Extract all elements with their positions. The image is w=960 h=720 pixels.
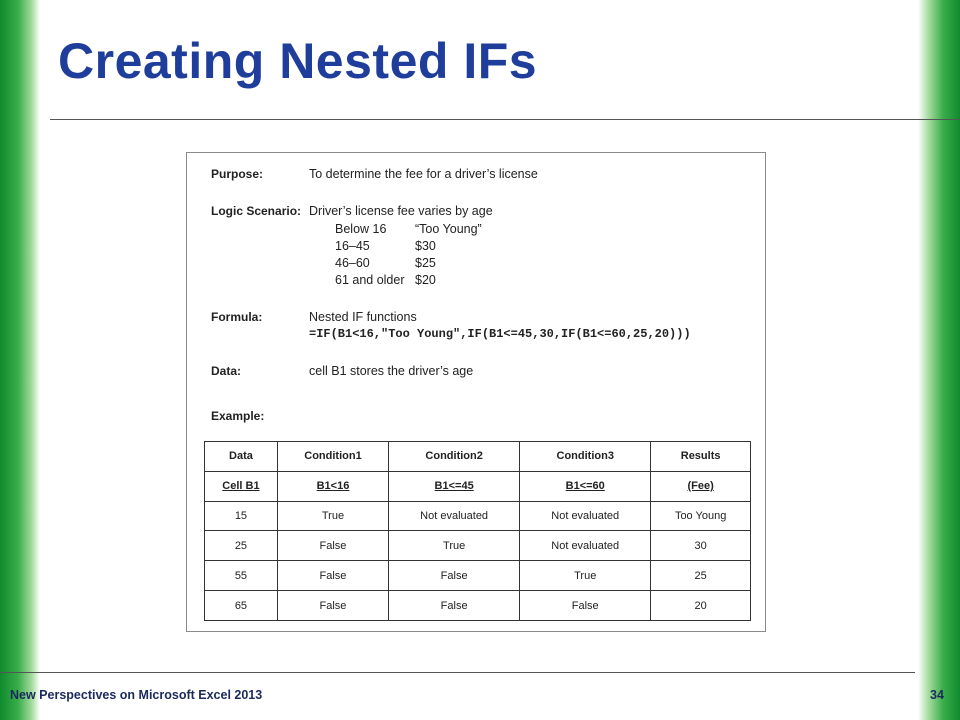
subheader-cell: B1<=60 [520,471,651,501]
nested-if-figure [186,152,766,632]
data-label: Data: [211,364,242,378]
fee-age-4: 61 and older [335,273,405,287]
table-cell: False [277,561,388,591]
fee-age-1: Below 16 [335,222,387,236]
left-green-bar [0,0,40,720]
subheader-cell: B1<=45 [389,471,520,501]
example-label: Example: [211,409,265,423]
logic-text: Driver’s license fee varies by age [309,204,493,218]
page-number: 34 [930,688,944,702]
table-cell: 15 [205,501,278,531]
header-condition2: Condition2 [389,442,520,472]
table-cell: False [520,591,651,621]
header-results: Results [651,442,751,472]
table-cell: 65 [205,591,278,621]
table-row [205,561,751,591]
table-cell: 20 [651,591,751,621]
table-subheader-row [205,471,751,501]
header-condition1: Condition1 [277,442,388,472]
slide-title: Creating Nested IFs [58,33,538,89]
fee-value-1: “Too Young” [415,222,482,236]
footer-divider [0,672,915,673]
subheader-cell: (Fee) [651,471,751,501]
logic-label: Logic Scenario: [211,204,302,218]
table-cell: True [389,531,520,561]
formula-text: Nested IF functions [309,310,417,324]
table-cell: True [277,501,388,531]
table-row [205,531,751,561]
table-row [205,591,751,621]
data-text: cell B1 stores the driver’s age [309,364,474,378]
example-table [204,441,751,621]
table-header-row [205,442,751,472]
table-cell: 25 [651,561,751,591]
purpose-label: Purpose: [211,167,264,181]
table-cell: Too Young [651,501,751,531]
fee-age-2: 16–45 [335,239,370,253]
subheader-cell: B1<16 [277,471,388,501]
purpose-text: To determine the fee for a driver’s license [309,167,538,181]
table-cell: Not evaluated [389,501,520,531]
table-cell: Not evaluated [520,531,651,561]
formula-code: =IF(B1<16,"Too Young",IF(B1<=45,30,IF(B1<=60,25,20))) [309,327,691,341]
right-green-bar [918,0,960,720]
table-cell: Not evaluated [520,501,651,531]
table-cell: False [277,531,388,561]
table-cell: False [389,561,520,591]
fee-value-2: $30 [415,239,436,253]
table-cell: 30 [651,531,751,561]
formula-label: Formula: [211,310,263,324]
fee-age-3: 46–60 [335,256,370,270]
title-divider [50,119,960,120]
table-cell: 55 [205,561,278,591]
header-condition3: Condition3 [520,442,651,472]
fee-value-4: $20 [415,273,436,287]
fee-value-3: $25 [415,256,436,270]
subheader-cell: Cell B1 [205,471,278,501]
header-data: Data [205,442,278,472]
table-cell: True [520,561,651,591]
table-cell: False [277,591,388,621]
table-row [205,501,751,531]
table-cell: 25 [205,531,278,561]
table-cell: False [389,591,520,621]
footer-text: New Perspectives on Microsoft Excel 2013 [10,688,263,702]
